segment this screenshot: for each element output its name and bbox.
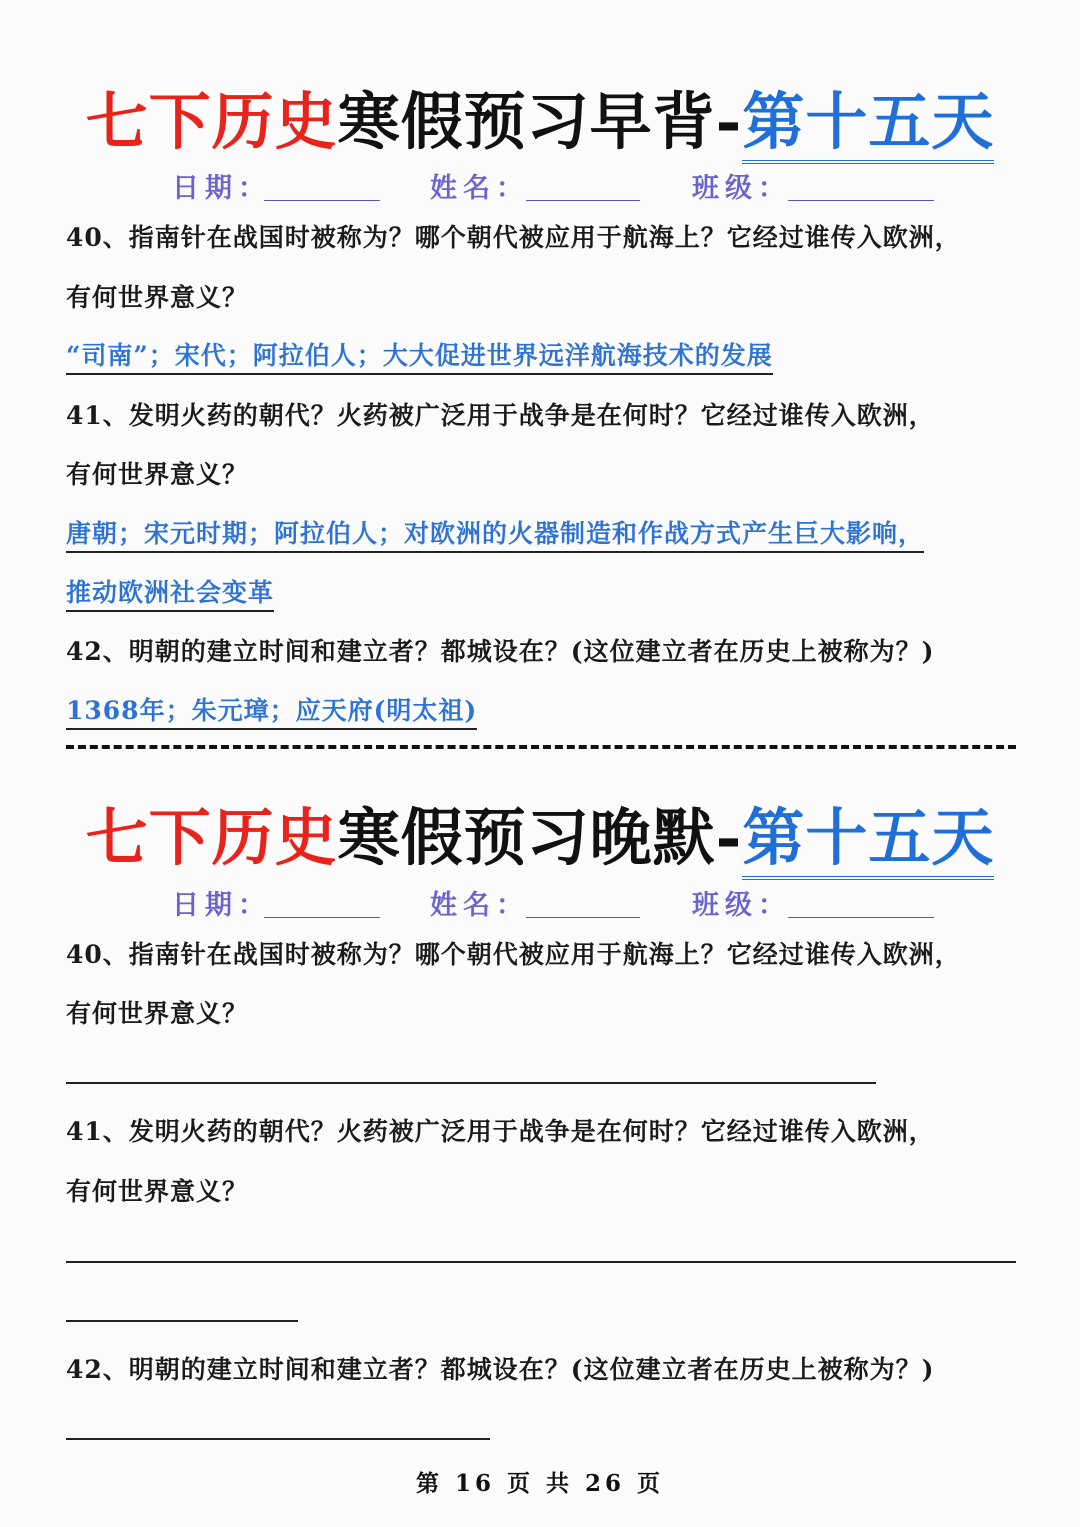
title-black: 寒假预习早背-: [337, 85, 743, 158]
name-blank[interactable]: [526, 200, 640, 201]
m-q40-line2: 有何世界意义？: [66, 283, 249, 312]
m-q41-line2: 有何世界意义？: [66, 460, 249, 489]
class-blank[interactable]: [788, 200, 934, 201]
date-blank[interactable]: [264, 200, 380, 201]
e-q41-line1: 41、发明火药的朝代？火药被广泛用于战争是在何时？它经过谁传入欧洲，: [66, 1117, 935, 1146]
e-q41-line2: 有何世界意义？: [66, 1177, 249, 1206]
section-divider: [66, 745, 1016, 749]
class-label: 班级：: [692, 890, 791, 921]
morning-info-row: [0, 166, 1080, 206]
page-number: 第 16 页 共 26 页: [415, 1470, 665, 1497]
class-blank[interactable]: [788, 917, 934, 918]
m-q40-answer: “司南”；宋代；阿拉伯人；大大促进世界远洋航海技术的发展: [66, 336, 773, 375]
m-q41-answer2: 推动欧洲社会变革: [66, 573, 274, 612]
title-black: 寒假预习晚默-: [337, 801, 743, 874]
title-red: 七下历史: [85, 801, 338, 874]
m-q41-answer1: 唐朝；宋元时期；阿拉伯人；对欧洲的火器制造和作战方式产生巨大影响，: [66, 514, 924, 553]
e-q42-answer-line[interactable]: [66, 1438, 490, 1440]
m-q40-line1: 40、指南针在战国时被称为？哪个朝代被应用于航海上？它经过谁传入欧洲，: [66, 223, 961, 252]
e-q41-answer-line1[interactable]: [66, 1261, 1016, 1263]
name-label: 姓名：: [430, 890, 529, 921]
m-q42-line1: 42、明朝的建立时间和建立者？都城设在？(这位建立者在历史上被称为？): [66, 637, 935, 666]
e-q40-line2: 有何世界意义？: [66, 999, 249, 1028]
name-blank[interactable]: [526, 917, 640, 918]
title-red: 七下历史: [85, 85, 338, 158]
m-q41-line1: 41、发明火药的朝代？火药被广泛用于战争是在何时？它经过谁传入欧洲，: [66, 401, 935, 430]
e-q40-answer-line[interactable]: [66, 1082, 876, 1084]
date-blank[interactable]: [264, 917, 380, 918]
date-label: 日期：: [172, 173, 271, 204]
evening-info-row: [0, 883, 1080, 923]
e-q40-line1: 40、指南针在战国时被称为？哪个朝代被应用于航海上？它经过谁传入欧洲，: [66, 940, 961, 969]
morning-title: [0, 72, 1080, 161]
class-label: 班级：: [692, 173, 791, 204]
e-q42-line1: 42、明朝的建立时间和建立者？都城设在？(这位建立者在历史上被称为？): [66, 1355, 935, 1384]
e-q41-answer-line2[interactable]: [66, 1320, 298, 1322]
title-blue: 第十五天: [742, 801, 994, 880]
title-blue: 第十五天: [742, 85, 994, 164]
evening-title: [0, 788, 1080, 877]
date-label: 日期：: [172, 890, 271, 921]
name-label: 姓名：: [430, 173, 529, 204]
m-q42-answer: 1368年；朱元璋；应天府(明太祖): [66, 691, 477, 730]
